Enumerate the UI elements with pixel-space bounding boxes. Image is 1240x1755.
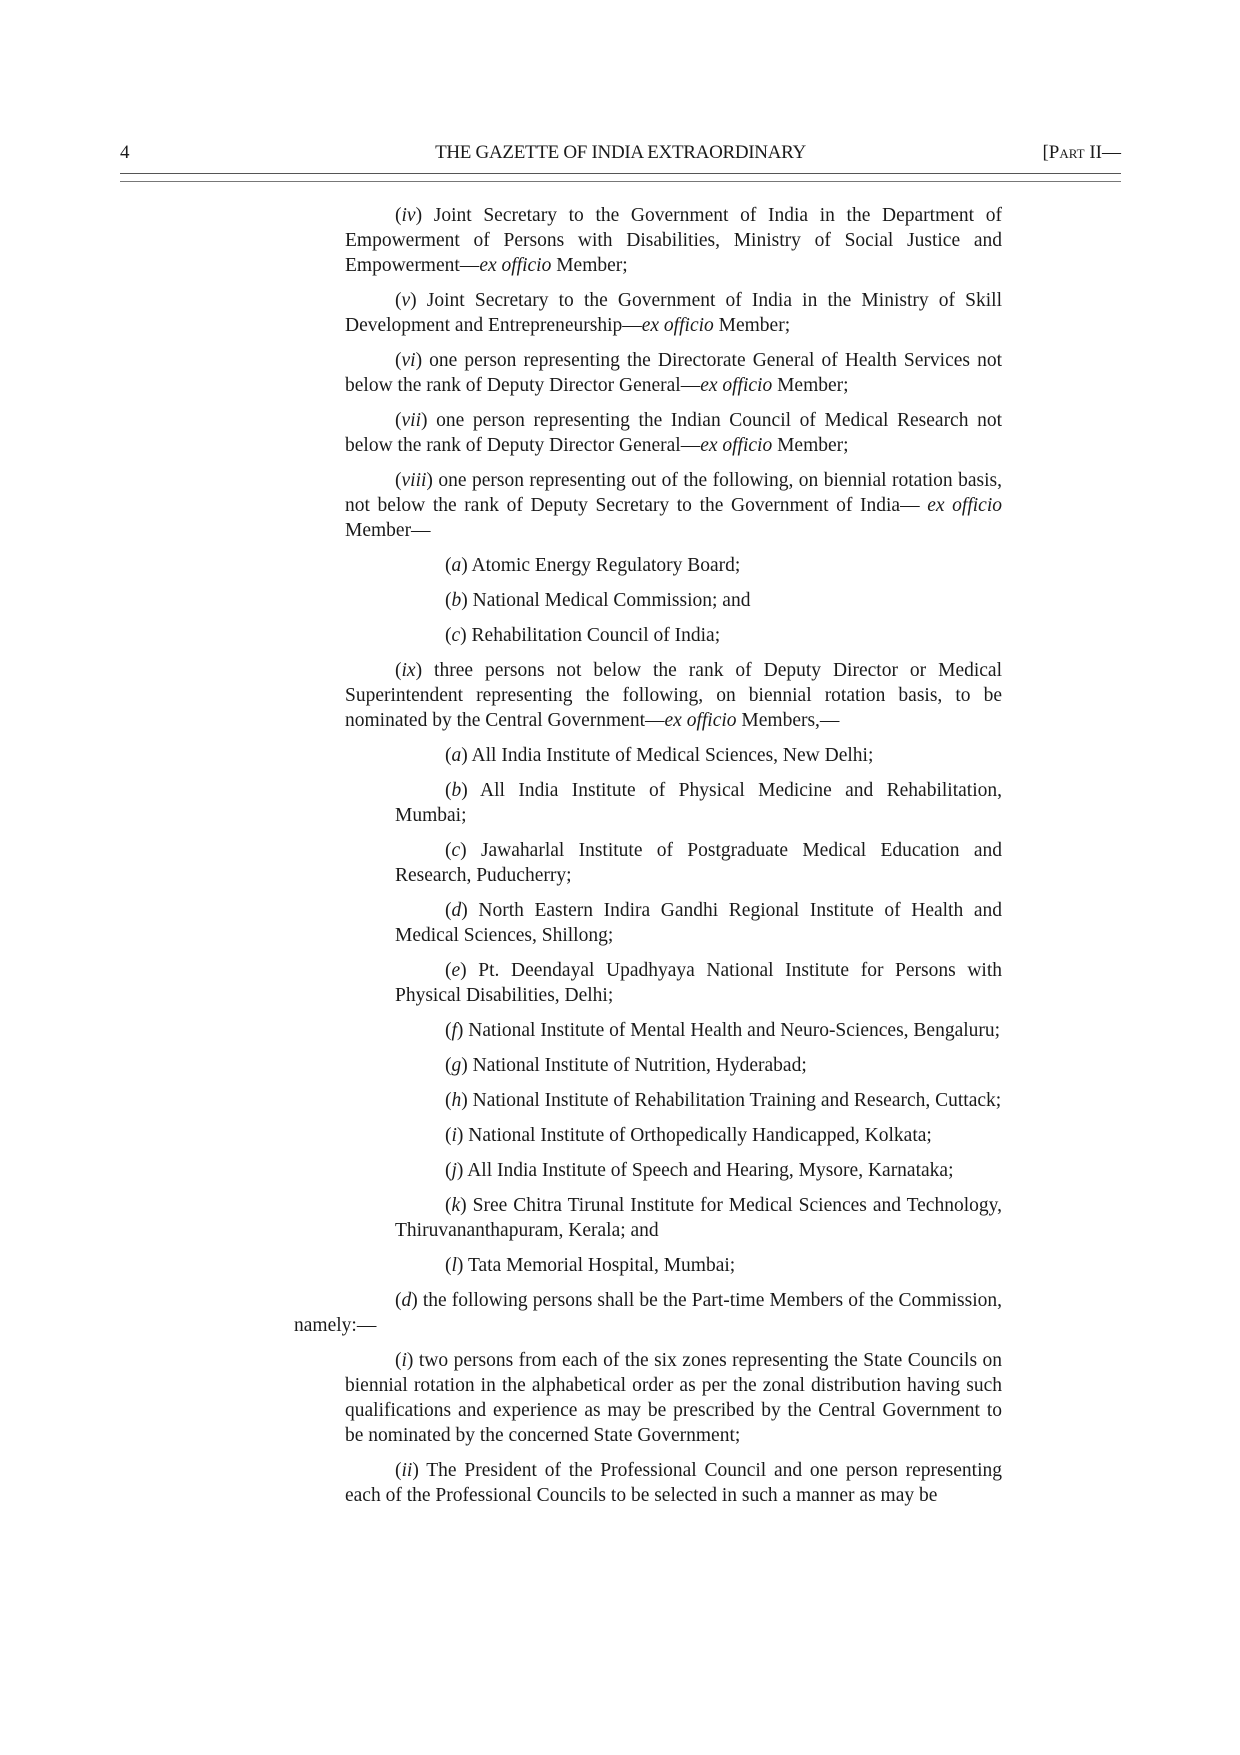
subclause-text: National Institute of Rehabilitation Training and Research, Cuttack; [467, 1090, 1002, 1111]
subclause-label: b [451, 780, 462, 801]
clause-label: ix [401, 660, 416, 681]
part-number: II— [1084, 142, 1121, 163]
clause-text: one person representing out of the following, on biennial rotation basis, not below the rank of Deputy Secretary to the Government of India— [345, 470, 1002, 516]
clause-emphasis: ex officio [700, 435, 773, 456]
subclause-ix-j: (j) All India Institute of Speech and Hearing, Mysore, Karnataka; [445, 1160, 954, 1181]
subclause-viii-c: (c) Rehabilitation Council of India; [445, 625, 721, 646]
subclause-text: All India Institute of Physical Medicine and Rehabilitation, Mumbai; [395, 780, 1002, 826]
clause-text: the following persons shall be the Part-time Members of the Commission, namely:— [294, 1290, 1002, 1336]
clause-v: (v) Joint Secretary to the Government of India in the Ministry of Skill Development and Entrepreneurship—ex officio Member; [345, 290, 1002, 336]
subclause-text: Pt. Deendayal Upadhyaya National Institute for Persons with Physical Disabilities, Delhi; [395, 960, 1002, 1006]
subclause-label: g [451, 1055, 462, 1076]
subclause-text: Atomic Energy Regulatory Board; [467, 555, 741, 576]
clause-label: vii [401, 410, 421, 431]
subclause-ix-i: (i) National Institute of Orthopedically Handicapped, Kolkata; [445, 1125, 932, 1146]
subclause-ix-h: (h) National Institute of Rehabilitation Training and Research, Cuttack; [445, 1090, 1002, 1111]
clause-emphasis: ex officio [664, 710, 737, 731]
part-word: Part [1048, 142, 1085, 163]
clause-d: (d) the following persons shall be the Part-time Members of the Commission, namely:— [294, 1290, 1002, 1336]
subclause-label: a [451, 745, 462, 766]
part-label [1042, 141, 1121, 165]
subclause-text: Tata Memorial Hospital, Mumbai; [463, 1255, 736, 1276]
subclause-text: Sree Chitra Tirunal Institute for Medical Sciences and Technology, Thiruvananthapuram, Kerala; and [395, 1195, 1002, 1241]
subclause-label: d [451, 900, 462, 921]
clause-emphasis: ex officio [700, 375, 773, 396]
page-header [120, 141, 1121, 165]
clause-tail: Member— [345, 520, 431, 541]
clause-text: one person representing the Indian Council of Medical Research not below the rank of Deputy Director General— [345, 410, 1002, 456]
clause-d-i: (i) two persons from each of the six zones representing the State Councils on biennial rotation in the alphabetical order as per the zonal distribution having such qualifications and experience as may be prescribed by the Central Government to be nominated by the concerned State Government; [345, 1350, 1002, 1446]
clause-iv: (iv) Joint Secretary to the Government of India in the Department of Empowerment of Persons with Disabilities, Ministry of Social Justice and Empowerment—ex officio Member; [345, 205, 1002, 276]
subclause-label: l [451, 1255, 457, 1276]
subclause-label: b [451, 590, 462, 611]
clause-vi: (vi) one person representing the Directorate General of Health Services not below the rank of Deputy Director General—ex officio Member; [345, 350, 1002, 396]
clause-tail: Member; [772, 435, 849, 456]
clause-vii: (vii) one person representing the Indian Council of Medical Research not below the rank of Deputy Director General—ex officio Member; [345, 410, 1002, 456]
subclause-label: i [451, 1125, 457, 1146]
part-bracket: [ [1042, 142, 1049, 163]
subclause-text: All India Institute of Medical Sciences, New Delhi; [467, 745, 874, 766]
subclause-text: North Eastern Indira Gandhi Regional Institute of Health and Medical Sciences, Shillong; [395, 900, 1002, 946]
subclause-viii-b: (b) National Medical Commission; and [445, 590, 751, 611]
document-body [294, 203, 1002, 1518]
clause-label: v [401, 290, 411, 311]
subclause-ix-k: (k) Sree Chitra Tirunal Institute for Medical Sciences and Technology, Thiruvananthapuram, Kerala; and [395, 1195, 1002, 1241]
subclause-label: c [451, 840, 461, 861]
clause-text: three persons not below the rank of Deputy Director or Medical Superintendent representing the following, on biennial rotation basis, to be nominated by the Central Government— [345, 660, 1002, 731]
subclause-ix-c: (c) Jawaharlal Institute of Postgraduate Medical Education and Research, Puducherry; [395, 840, 1002, 886]
header-rule-top [120, 173, 1121, 174]
subclause-text: National Institute of Mental Health and Neuro-Sciences, Bengaluru; [463, 1020, 1001, 1041]
clause-label: ii [401, 1460, 413, 1481]
clause-label: iv [401, 205, 416, 226]
clause-label: viii [401, 470, 427, 491]
clause-text: two persons from each of the six zones representing the State Councils on biennial rotation in the alphabetical order as per the zonal distribution having such qualifications and experience as may be prescribed by the Central Government to be nominated by the concerned State Government; [345, 1350, 1002, 1446]
subclause-label: c [451, 625, 461, 646]
clause-emphasis: ex officio [641, 315, 714, 336]
clause-ix: (ix) three persons not below the rank of Deputy Director or Medical Superintendent representing the following, on biennial rotation basis, to be nominated by the Central Government—ex officio Members,— [345, 660, 1002, 731]
subclause-text: National Institute of Nutrition, Hyderabad; [467, 1055, 807, 1076]
subclause-ix-g: (g) National Institute of Nutrition, Hyderabad; [445, 1055, 807, 1076]
clause-emphasis: ex officio [479, 255, 552, 276]
page-number: 4 [120, 142, 130, 163]
clause-text: The President of the Professional Council and one person representing each of the Professional Councils to be selected in such a manner as may be [345, 1460, 1002, 1506]
subclause-ix-d: (d) North Eastern Indira Gandhi Regional Institute of Health and Medical Sciences, Shillong; [395, 900, 1002, 946]
subclause-text: Rehabilitation Council of India; [466, 625, 721, 646]
subclause-label: f [451, 1020, 457, 1041]
subclause-ix-e: (e) Pt. Deendayal Upadhyaya National Institute for Persons with Physical Disabilities, Delhi; [395, 960, 1002, 1006]
subclause-label: h [451, 1090, 462, 1111]
clause-text: Joint Secretary to the Government of India in the Ministry of Skill Development and Entrepreneurship— [345, 290, 1002, 336]
clause-label: d [401, 1290, 412, 1311]
header-rule-bottom [120, 181, 1121, 182]
subclause-label: e [451, 960, 461, 981]
clause-label: vi [401, 350, 416, 371]
clause-tail: Member; [772, 375, 849, 396]
subclause-ix-a: (a) All India Institute of Medical Sciences, New Delhi; [445, 745, 874, 766]
subclause-ix-b: (b) All India Institute of Physical Medicine and Rehabilitation, Mumbai; [395, 780, 1002, 826]
subclause-ix-l: (l) Tata Memorial Hospital, Mumbai; [445, 1255, 736, 1276]
clause-tail: Members,— [736, 710, 840, 731]
clause-tail: Member; [551, 255, 628, 276]
subclause-text: National Medical Commission; and [467, 590, 751, 611]
clause-viii: (viii) one person representing out of the following, on biennial rotation basis, not below the rank of Deputy Secretary to the Government of India— ex officio Member— [345, 470, 1002, 541]
subclause-text: National Institute of Orthopedically Handicapped, Kolkata; [463, 1125, 932, 1146]
clause-text: one person representing the Directorate General of Health Services not below the rank of Deputy Director General— [345, 350, 1002, 396]
subclause-label: j [451, 1160, 457, 1181]
gazette-title: THE GAZETTE OF INDIA EXTRAORDINARY [435, 142, 806, 163]
subclause-label: k [451, 1195, 461, 1216]
subclause-text: All India Institute of Speech and Hearing, Mysore, Karnataka; [463, 1160, 954, 1181]
clause-emphasis: ex officio [927, 495, 1002, 516]
subclause-text: Jawaharlal Institute of Postgraduate Medical Education and Research, Puducherry; [395, 840, 1002, 886]
clause-d-ii: (ii) The President of the Professional Council and one person representing each of the Professional Councils to be selected in such a manner as may be [345, 1460, 1002, 1506]
clause-label: i [401, 1350, 407, 1371]
subclause-ix-f: (f) National Institute of Mental Health and Neuro-Sciences, Bengaluru; [445, 1020, 1001, 1041]
subclause-viii-a: (a) Atomic Energy Regulatory Board; [445, 555, 741, 576]
subclause-label: a [451, 555, 462, 576]
clause-tail: Member; [713, 315, 791, 336]
clause-text: Joint Secretary to the Government of India in the Department of Empowerment of Persons with Disabilities, Ministry of Social Justice and Empowerment— [345, 205, 1002, 276]
